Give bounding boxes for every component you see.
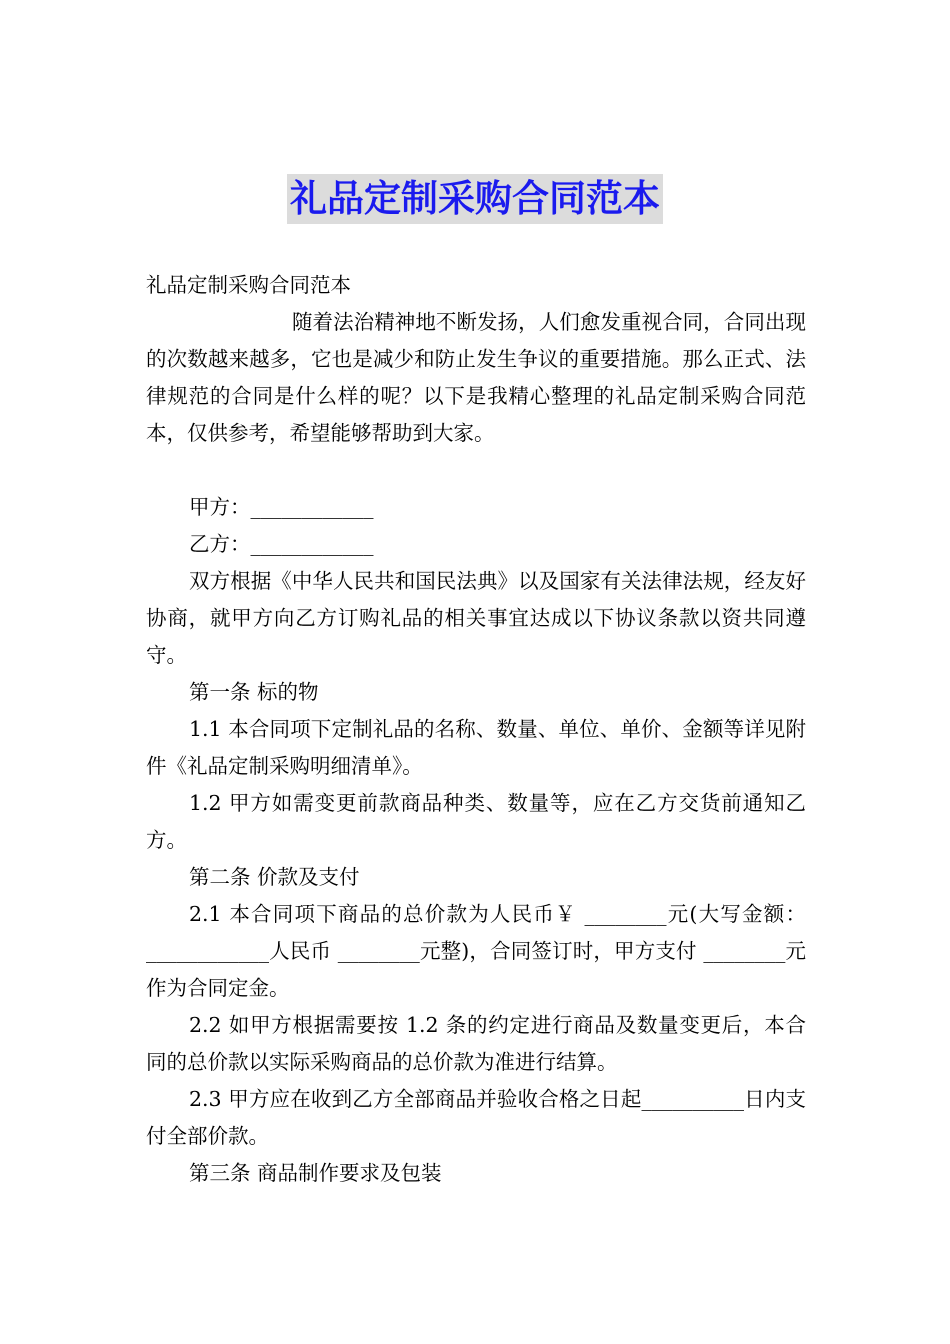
article-1-heading: 第一条 标的物: [189, 680, 319, 704]
party-a-line: 甲方：____________: [189, 495, 374, 519]
article-3-heading: 第三条 商品制作要求及包装: [189, 1161, 442, 1185]
clause-2-3: 2.3 甲方应在收到乙方全部商品并验收合格之日起__________日内支付全部价款。: [146, 1087, 806, 1148]
clause-1-2: 1.2 甲方如需变更前款商品种类、数量等，应在乙方交货前通知乙方。: [146, 791, 806, 852]
clause-1-1: 1.1 本合同项下定制礼品的名称、数量、单位、单价、金额等详见附件《礼品定制采购明细清单》。: [146, 717, 806, 778]
blank-line: [146, 452, 806, 489]
title-container: [0, 174, 950, 224]
party-b-line: 乙方：____________: [189, 532, 374, 556]
document-body: [146, 267, 806, 1192]
subtitle-paragraph: 礼品定制采购合同范本: [146, 273, 351, 297]
clause-2-1: 2.1 本合同项下商品的总价款为人民币￥ ________元(大写金额：____________人民币 ________元整)，合同签订时，甲方支付 ________元作为合同定金。: [146, 902, 806, 1000]
document-title: 礼品定制采购合同范本: [287, 174, 663, 224]
intro-paragraph: 随着法治精神地不断发扬，人们愈发重视合同，合同出现的次数越来越多，它也是减少和防止发生争议的重要措施。那么正式、法律规范的合同是什么样的呢？以下是我精心整理的礼品定制采购合同范本，仅供参考，希望能够帮助到大家。: [146, 310, 806, 445]
article-2-heading: 第二条 价款及支付: [189, 865, 360, 889]
preamble-paragraph: 双方根据《中华人民共和国民法典》以及国家有关法律法规，经友好协商，就甲方向乙方订购礼品的相关事宜达成以下协议条款以资共同遵守。: [146, 569, 806, 667]
clause-2-2: 2.2 如甲方根据需要按 1.2 条的约定进行商品及数量变更后，本合同的总价款以实际采购商品的总价款为准进行结算。: [146, 1013, 806, 1074]
